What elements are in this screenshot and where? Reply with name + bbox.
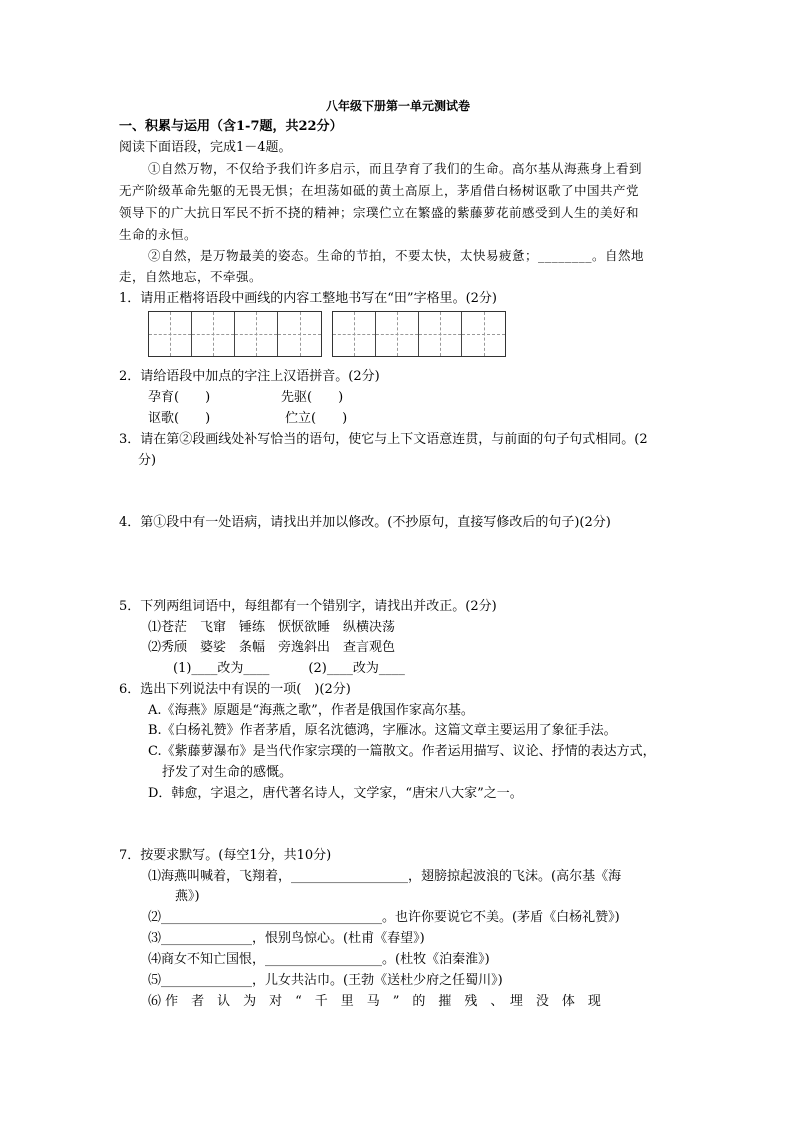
question-3-cont: 分) xyxy=(138,453,157,468)
tianzige-grid-1[interactable] xyxy=(148,311,322,357)
dictation-4: ⑷商女不知亡国恨，__________________。(杜牧《泊秦淮》) xyxy=(148,952,490,967)
dictation-2: ⑵__________________________________。也许你要说它不美。(茅盾《白杨礼赞》) xyxy=(148,910,620,925)
tianzige-grid-2[interactable] xyxy=(332,311,506,357)
reading-intro: 阅读下面语段，完成1－4题。 xyxy=(119,140,292,155)
question-4: 4．第①段中有一处语病，请找出并加以修改。(不抄原句，直接写修改后的句子)(2分) xyxy=(119,515,611,530)
dictation-5: ⑸______________，儿女共沾巾。(王勃《送杜少府之任蜀川》) xyxy=(148,973,503,988)
question-1: 1．请用正楷将语段中画线的内容工整地书写在“田”字格里。(2分) xyxy=(119,291,497,306)
grid-cell[interactable] xyxy=(278,312,321,356)
para1-line4: 生命的永恒。 xyxy=(119,227,198,242)
dictation-1-cont: 燕》) xyxy=(175,889,200,904)
q5-group-1: ⑴苍茫 飞窜 锤练 恹恹欲睡 纵横决荡 xyxy=(148,620,396,635)
dictation-3: ⑶______________，恨别鸟惊心。(杜甫《春望》) xyxy=(148,931,425,946)
option-c: C.《紫藤萝瀑布》是当代作家宗璞的一篇散文。作者运用描写、议论、抒情的表达方式， xyxy=(148,744,656,759)
grid-cell[interactable] xyxy=(192,312,235,356)
grid-cell[interactable] xyxy=(419,312,462,356)
para2-line2: 走，自然地忘，不牵强。 xyxy=(119,269,263,284)
question-5: 5．下列两组词语中，每组都有一个错别字，请找出并改正。(2分) xyxy=(119,599,497,614)
dictation-6: ⑹ 作 者 认 为 对 “ 千 里 马 ” 的 摧 残 、 埋 没 体 现 xyxy=(148,994,601,1009)
para1-line1: ①自然万物，不仅给予我们许多启示，而且孕育了我们的生命。高尔基从海燕身上看到 xyxy=(148,161,643,176)
option-c-cont: 抒发了对生命的感慨。 xyxy=(162,765,293,780)
question-3: 3．请在第②段画线处补写恰当的语句，使它与上下文语意连贯，与前面的句子句式相同。(2 xyxy=(119,432,648,447)
question-6: 6．选出下列说法中有误的一项( )(2分) xyxy=(119,682,351,697)
page-title: 八年级下册第一单元测试卷 xyxy=(326,99,471,113)
q5-answer-line: (1)____改为____ (2)____改为____ xyxy=(173,661,405,676)
pinyin-item-3: 讴歌( ) xyxy=(148,411,211,426)
pinyin-item-4: 伫立( ) xyxy=(285,411,348,426)
para1-line3: 领导下的广大抗日军民不折不挠的精神；宗璞伫立在繁盛的紫藤萝花前感受到人生的美好和 xyxy=(119,205,640,220)
para2-line1: ②自然，是万物最美的姿态。生命的节拍，不要太快，太快易疲惫；________。自然地 xyxy=(148,248,645,263)
pinyin-item-1: 孕育( ) xyxy=(148,390,211,405)
option-a: A.《海燕》原题是“海燕之歌”，作者是俄国作家高尔基。 xyxy=(148,703,474,718)
option-d: D．韩愈，字退之，唐代著名诗人，文学家，“唐宋八大家”之一。 xyxy=(148,786,523,801)
para1-line2: 无产阶级革命先躯的无畏无惧；在坦荡如砥的黄土高原上，茅盾借白杨树讴歌了中国共产党 xyxy=(119,183,640,198)
grid-cell[interactable] xyxy=(462,312,505,356)
grid-cell[interactable] xyxy=(235,312,278,356)
section-heading: 一、积累与运用（含1-7题，共22分） xyxy=(119,119,343,134)
q5-group-2: ⑵秀颀 婆娑 条幅 旁逸斜出 查言观色 xyxy=(148,640,396,655)
grid-cell[interactable] xyxy=(149,312,192,356)
question-2: 2．请给语段中加点的字注上汉语拼音。(2分) xyxy=(119,369,380,384)
dictation-1: ⑴海燕叫喊着，飞翔着，__________________，翅膀掠起波浪的飞沫。(高尔基《海 xyxy=(148,869,622,884)
question-7: 7．按要求默写。(每空1分，共10分) xyxy=(119,848,332,863)
grid-cell[interactable] xyxy=(376,312,419,356)
grid-cell[interactable] xyxy=(333,312,376,356)
option-b: B.《白杨礼赞》作者茅盾，原名沈德鸿，字雁冰。这篇文章主要运用了象征手法。 xyxy=(148,723,617,738)
pinyin-item-2: 先驱( ) xyxy=(281,390,344,405)
